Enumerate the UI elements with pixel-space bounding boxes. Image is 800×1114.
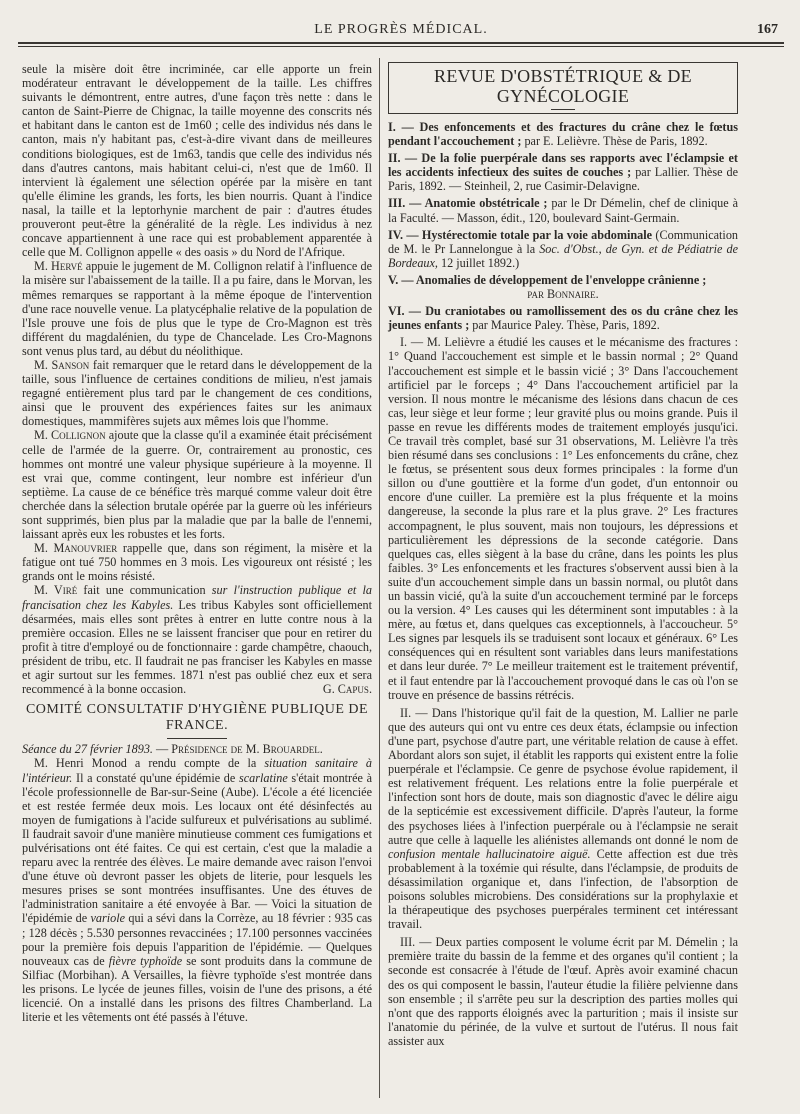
paragraph-text: Il a constaté qu'une épidémie de (72, 770, 239, 785)
paragraph (22, 756, 372, 1024)
entry-title: — Des enfoncements et des fractures du crâne chez le fœtus pendant l'accouchement ; (388, 120, 738, 149)
entry-author-line (388, 287, 738, 301)
entry-source: par Lallier. Thèse de Paris, 1892. — Steinheil, 2, rue Casimir-Delavigne. (388, 165, 738, 194)
paragraph (22, 259, 372, 358)
speaker-name: M. Manouvrier (34, 541, 118, 556)
paragraph-text: M. Henri Monod a rendu compte de la (34, 756, 265, 771)
paragraph (22, 541, 372, 583)
paragraph-text: II. — Dans l'historique qu'il fait de la question, M. Lallier ne parle que des auteurs qui ont vu entre ces deux états, éclampsie ou infection d'une part, psychose d'autre part, une véritable relation de cause à effet. Abordant alors son sujet, il établit les rapports qui existent entre la folie puerpérale et l'éclampsie. Ce genre de psychose évolue rapidement, il est relativement fréquent. Les relations entre la folie puerpérale et l'infection sont hors de doute, mais son diagnostic d'avec le délire aigu de la septicémie est excessivement difficile. D'après l'auteur, la forme des psychoses liées à l'infection puerpérale ou à l'éclampsie ne serait autre que celle à laquelle les aliénistes allemands ont donné le nom de (388, 705, 738, 847)
paragraph: seule la misère doit être incriminée, car elle apporte un frein modérateur entravant le développement de la taille. Les chiffres suivants le démontrent, entre autres, d'une façon très nette : dans le canton de Saint-Pierre de Chignac, la taille moyenne des conscrits nés et habitant dans le canton est de 1m60 ; celle des individus nés dans le canton, mais n'y habitant pas, c'est-à-dire vivant dans de meilleures conditions biologiques, est de 1m63, tandis que celle des individus nés dans d'autres cantons, mais habitant celui-ci, n'est que de 1m60. Il intervient là également une sélection opérée par la misère en tant qu'elle élimine les grands, les forts, les bien nourris. Quant à l'indice nasal, la taille et la leptorhynie marchent de pair : d'autres études prouveront peut-être la généralité de la règle. Les individus à nez concave appartiennent à une race qui est probablement apparentée à celle que M. Collignon appelle « des oasis » du Nord de l'Afrique. (22, 62, 372, 260)
paragraph-italic: fièvre typhoïde (108, 953, 183, 968)
entry-source: (Communication de M. le Pr Lannelongue à la (388, 227, 739, 256)
section-title: COMITÉ CONSULTATIF D'HYGIÈNE PUBLIQUE DE FRANCE. (25, 702, 369, 734)
seance-line (22, 742, 372, 756)
paragraph (22, 583, 372, 696)
paragraph-text: appuie le jugement de M. Collignon relatif à l'influence de la misère sur l'abaissement de la taille. Il a pu faire, dans le Morvan, les mêmes remarques se rapportant à la même époque de l'intervention d'une race nouvelle venue. La platycéphalie relative de la population de l'Isle prouve une fois de plus que le type de Cro-Magnon est très différent du magdalénien, du type de Chancelade. Les Cro-Magnons sont venus plus tard, au début du néolithique. (22, 259, 372, 358)
paragraph-text: fait remarquer que le retard dans le développement de la taille, sous l'influence de certaines conditions de milieu, n'est jamais regagné entièrement plus tard par le changement de ces conditions, ainsi que le prouvent des expériences faites sur les animaux domestiques, mammifères sujets aux mêmes lois que l'homme. (22, 357, 372, 429)
speaker-name: M. Viré (34, 583, 78, 598)
bibliography-entry (388, 196, 738, 224)
paragraph (388, 706, 738, 932)
running-title: LE PROGRÈS MÉDICAL. (314, 22, 488, 37)
paragraph: I. — M. Lelièvre a étudié les causes et le mécanisme des fractures : 1° Quand l'accouchement est simple et le bassin normal ; 2° Quand l'accouchement est simple et le bassin vicié ; 3° Dans l'accouchement artificiel par le forceps ; 4° Dans l'accouchement artificiel par la version. Il nous montre le mécanisme des lésions dans chacun de ces cas, leur siège et leur forme ; leur gravité plus ou moins grande. Puis il passe en revue les différents modes de traitement employés jusqu'ici. Ce travail très complet, basé sur 31 observations, M. Lelièvre l'a très bien résumé dans ses conclusions : 1° Les enfoncements du crâne, chez le fœtus, se présentent sous deux formes principales : la forme d'un sillon ou d'une gouttière et la forme d'un godet, d'un entonnoir ou encore d'une cuiller. La première est la plus fréquente et la moins dangereuse, la seconde la plus rare et la plus grave. 2° Les fractures accompagnent, le plus souvent, mais non toujours, les dépressions et particulièrement les dépressions de la seconde catégorie. Dans quelques cas, elles siègent à la base du crâne, dans les points les plus faibles. 3° Les enfoncements et les fractures s'observent aussi bien à la suite d'un accouchement simple dans un bassin normal, ou plutôt dans un bassin vicié, qu'à la suite d'un accouchement terminé par le forceps ou la version. 4° Les causes qui les déterminent sont imputables : à la mère, au fœtus et, dans quelques cas exceptionnels, à l'accoucheur. 5° Les signes par lesquels ils se traduisent sont locaux et généraux. 6° Les conséquences qui en résultent sont variables dans leurs manifestations et dans leur durée. 7° Le meilleur traitement est le traitement préventif, et il faut entendre par là l'accouchement provoqué dans le cas où l'on se trouve en présence de bassins rétrécis. (388, 335, 738, 702)
paragraph (22, 428, 372, 541)
entry-number: II. (388, 151, 401, 166)
speaker-name: M. Collignon (34, 428, 106, 443)
entry-source: par E. Lelièvre. Thèse de Paris, 1892. (521, 134, 708, 149)
entry-number: VI. (388, 304, 405, 319)
bibliography-entry (388, 304, 738, 332)
speaker-name: M. Sanson (34, 357, 90, 372)
entry-source: par Bonnaire. (527, 287, 599, 302)
title-rule (551, 109, 575, 110)
revue-title: REVUE D'OBSTÉTRIQUE & DE GYNÉCOLOGIE (434, 66, 692, 106)
entry-number: I. (388, 120, 396, 134)
revue-title-box (388, 62, 738, 114)
paragraph (22, 358, 372, 428)
header-rule (18, 42, 784, 44)
entry-title: — Anatomie obstétricale ; (405, 196, 548, 211)
paragraph-text: ajoute que la classe qu'il a examinée était précisément celle de l'armée de la guerre. Or, contrairement au pronostic, ces hommes ont montré une valeur physique supérieure à la moyenne. Il est vrai que, comme contingent, leur nombre est inférieur d'un septième. La cause de ce bénéfice très marqué comme valeur doit être cherchée dans la sélection brutale opérée par la guerre où les inférieurs sont supprimés, bien plus par la maladie que par la balle de l'ennemi, laissant après eux les robustes et les forts. (22, 428, 372, 542)
bibliography-entry (388, 273, 738, 287)
paragraph-text: qui a sévi dans la Corrèze, au 18 février : 935 cas ; 128 décès ; 5.530 personnes revaccinées ; 17.100 personnes vaccinées pour la première fois depuis l'apparition de l'épidémie. — Quelques nouveaux cas de (22, 911, 372, 968)
paragraph-italic: confusion mentale hallucinatoire aiguë. (388, 846, 591, 861)
seance-presidence: — Présidence de M. Brouardel. (152, 742, 323, 757)
page-number: 167 (757, 22, 778, 37)
paragraph-text: fait une communication (77, 583, 212, 598)
paragraph-text: se sont produits dans la commune de Silfiac (Morbihan). A Versailles, la fièvre typhoïde s'est montrée dans les prisons. Le lycée de jeunes filles, voisin de l'une des prisons, a été licencié. On a installé dans les prisons des filtres Chamberland. La literie et les vêtements ont été passés à l'étuve. (22, 953, 372, 1025)
bibliography-entry (388, 120, 738, 148)
entry-number: III. (388, 196, 406, 211)
bibliography-entry (388, 151, 738, 193)
section-rule (167, 738, 227, 739)
paragraph-text: Cette affection est due très probablement à la toxémie qui résulte, dans l'éclampsie, de produits de désassimilation organique et, dans l'infection, de l'absorption de poisons solubles microbiens. Des considérations sur la prophylaxie et la thérapeutique des psychoses puerpérales terminent cet intéressant travail. (388, 846, 738, 932)
entry-title: — De la folie puerpérale dans ses rapports avec l'éclampsie et les accidents infectieux des suites de couches ; (388, 151, 738, 180)
entry-source-italic: Soc. d'Obst., de Gyn. et de Pédiatrie de Bordeaux, (388, 241, 738, 270)
paragraph-text: rappelle que, dans son régiment, la misère et la fatigue ont tué 750 hommes en 3 mois. Les vigoureux ont résisté ; les grands ont le moins résisté. (22, 541, 372, 584)
paragraph-italic: situation sanitaire à l'intérieur. (22, 756, 372, 785)
paragraph: III. — Deux parties composent le volume écrit par M. Démelin ; la première traite du bassin de la femme et des organes qu'il contient ; la seconde est consacrée à l'étude de l'œuf. Après avoir examiné chacun des os qui composent le bassin, l'auteur étudie la filière pelvienne dans son ensemble ; il s'arrête peu sur la description des parties molles qui n'ont que des rapports éloignés avec la parturition ; mais il insiste sur l'anatomie du périnée, de la vulve et surtout de l'utérus. Il nous fait assister aux (388, 935, 738, 1048)
entry-title: — Anomalies de développement de l'enveloppe crânienne ; (398, 272, 707, 287)
column-divider (379, 58, 380, 1098)
seance-date: Séance du 27 février 1893. (22, 742, 153, 757)
speaker-name: M. Hervé (34, 259, 83, 274)
paragraph-text: Les tribus Kabyles sont officiellement désarmées, mais elles sont prêtes à entrer en lutte contre nous à la première occasion. Elles ne se laissent franciser que pour en retirer du profit à titre d'employé ou de fonctionnaire : garde champêtre, chaouch, président de tribu, etc. Il faudrait ne pas franciser les Kabyles en masse et agir surtout sur les femmes. 1871 n'est pas oublié chez eux et sera recommencé à la bonne occasion. (22, 597, 372, 697)
entry-title: — Hystérectomie totale par la voie abdominale (403, 227, 653, 242)
paragraph-text: s'était montrée à l'école professionnelle de Bar-sur-Seine (Aube). L'école a été licenciée et est restée fermée deux mois. Les locaux ont été désinfectés au moyen de fumigations à l'acide sulfureux et pulvérisations au sublimé. Il faudrait savoir d'une manière minutieuse comment ces fumigations et pulvérisations ont été faites. Ce qui est certain, c'est que la maladie a reparu avec la rentrée des élèves. Le maire demande avec raison l'envoi d'une étuve où devront passer les objets de literie, pour lesquels les mesures prises se sont montrées insuffisantes. Une des étuves de l'administration sanitaire a été envoyée à Bar. — Voici la situation de l'épidémie de (22, 770, 373, 926)
entry-source: par Maurice Paley. Thèse, Paris, 1892. (469, 318, 660, 333)
entry-number: V. (388, 272, 399, 287)
page-header (18, 22, 784, 50)
paragraph-italic: variole (90, 911, 125, 926)
header-rule-thin (18, 46, 784, 47)
signature: G. Capus. (322, 682, 372, 697)
entry-title: — Du craniotabes ou ramollissement des os du crâne chez les jeunes enfants ; (388, 304, 738, 333)
entry-number: IV. (388, 227, 404, 242)
bibliography-entry (388, 228, 738, 270)
right-column (388, 62, 738, 1048)
left-column (22, 62, 372, 1024)
entry-source: par le Dr Démelin, chef de clinique à la Faculté. — Masson, édit., 120, boulevard Saint-Germain. (388, 196, 738, 225)
paragraph-italic: sur l'instruction publique et la francisation chez les Kabyles. (22, 583, 373, 612)
paragraph-italic: scarlatine (238, 770, 288, 785)
entry-source: 12 juillet 1892.) (437, 255, 520, 270)
